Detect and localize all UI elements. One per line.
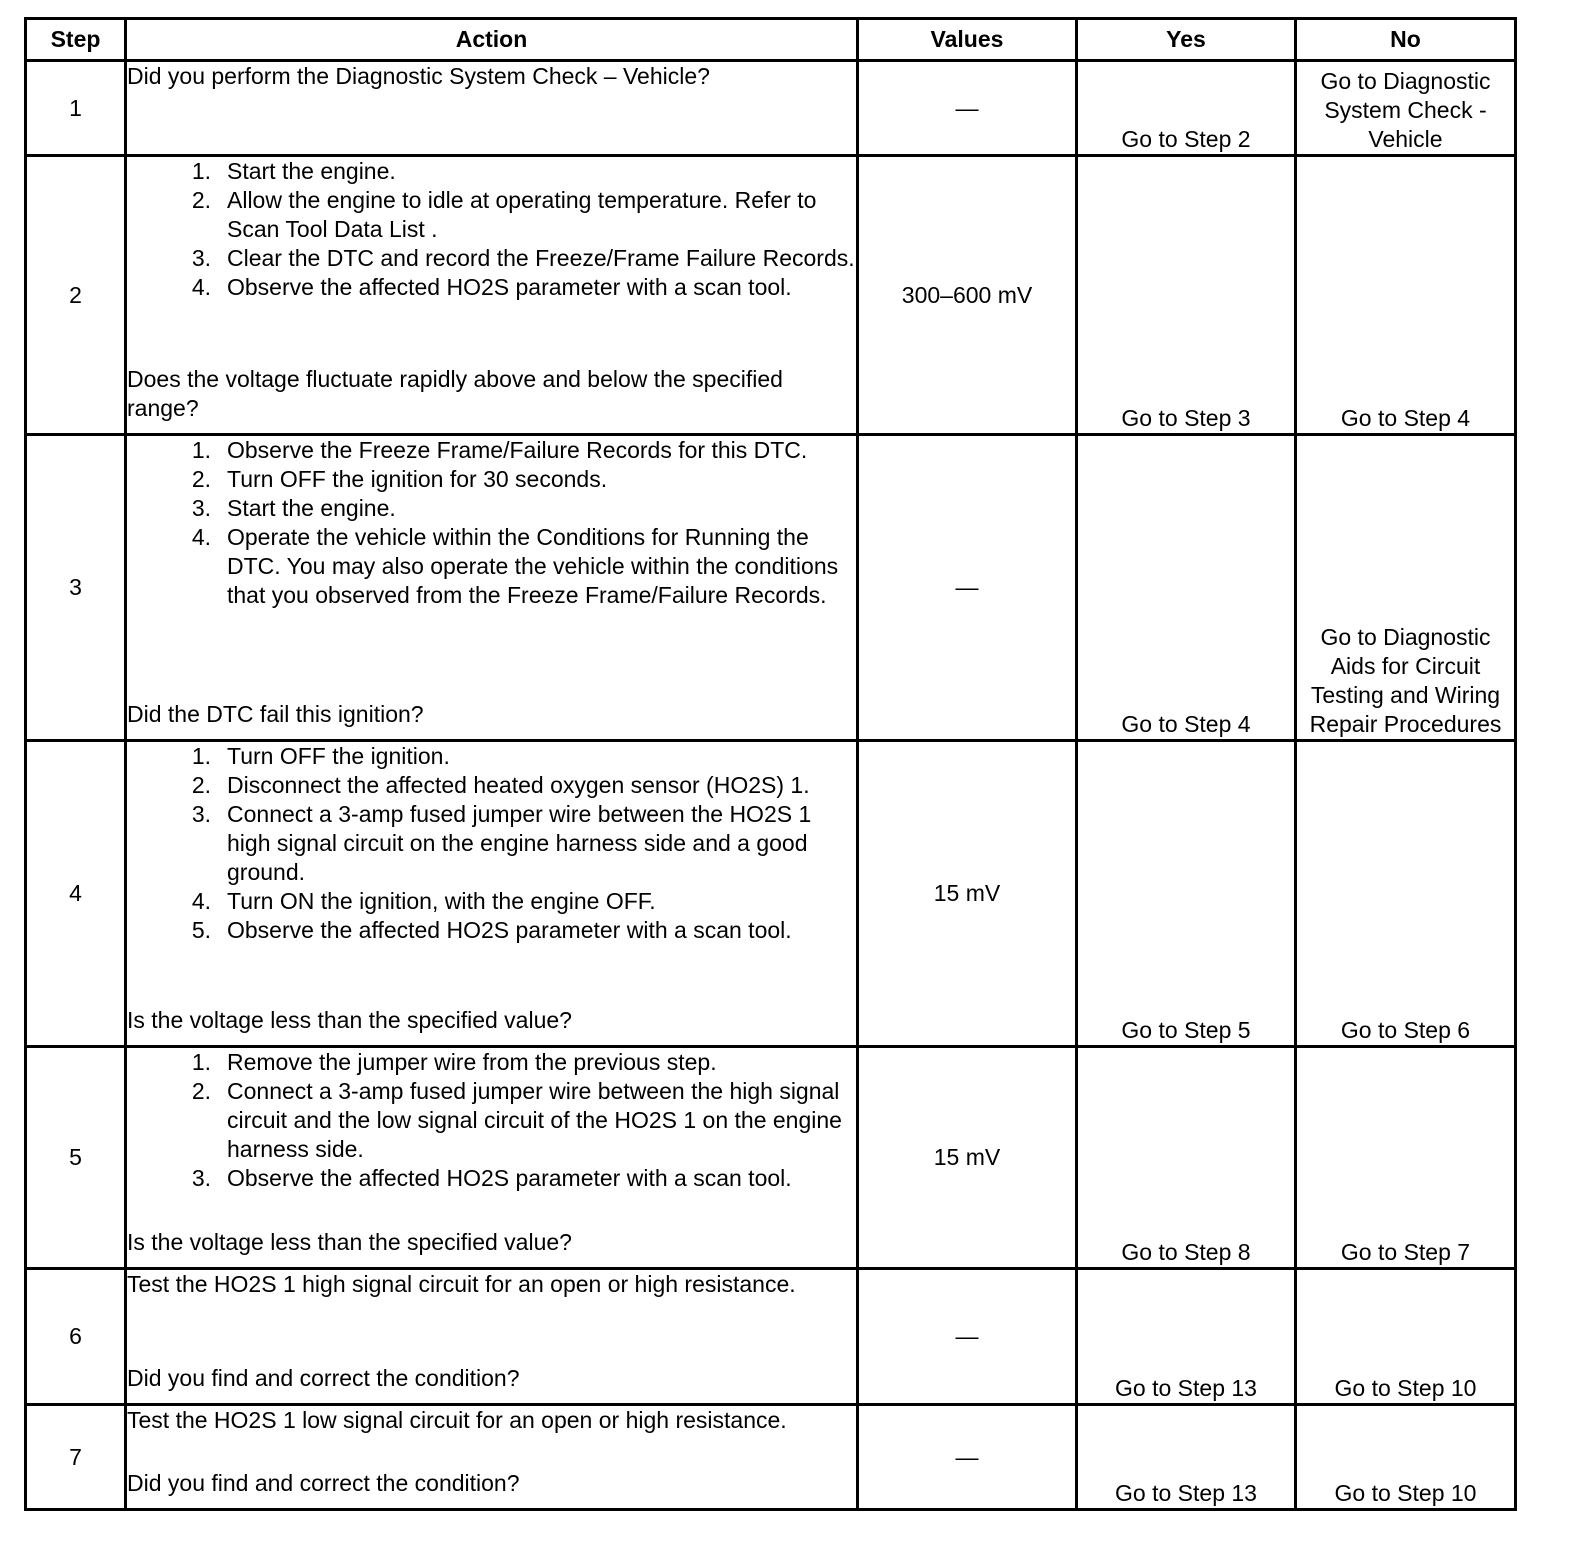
yes-cell: Go to Step 2 <box>1077 61 1296 156</box>
action-step-text: Turn ON the ignition, with the engine OFF. <box>227 888 656 914</box>
action-question: Did you find and correct the condition? <box>127 1470 520 1496</box>
step-number: 1 <box>26 61 126 156</box>
action-question: Did you find and correct the condition? <box>127 1365 520 1391</box>
action-step-item <box>127 916 856 945</box>
header-yes: Yes <box>1077 19 1296 61</box>
action-step-text: Turn OFF the ignition for 30 seconds. <box>227 466 608 492</box>
header-no: No <box>1296 19 1516 61</box>
action-step-item <box>127 1164 856 1193</box>
action-step-text: Disconnect the affected heated oxygen sensor (HO2S) 1. <box>227 772 810 798</box>
action-step-number: 3. <box>191 495 211 521</box>
no-cell: Go to Step 10 <box>1296 1405 1516 1510</box>
values-cell: — <box>858 1269 1077 1405</box>
action-step-item <box>127 1077 856 1164</box>
table-row <box>26 1047 1516 1269</box>
step-number: 4 <box>26 741 126 1047</box>
action-steps <box>127 436 856 610</box>
action-step-number: 2. <box>191 187 211 213</box>
action-step-number: 3. <box>191 245 211 271</box>
action-step-number: 1. <box>191 158 211 184</box>
action-question: Does the voltage fluctuate rapidly above and below the specified range? <box>127 366 783 421</box>
action-cell <box>126 1047 858 1269</box>
action-step-item <box>127 244 856 273</box>
table-row <box>26 1269 1516 1405</box>
table-row <box>26 435 1516 741</box>
action-step-item <box>127 1048 856 1077</box>
values-cell: — <box>858 1405 1077 1510</box>
action-step-item <box>127 742 856 771</box>
yes-cell: Go to Step 3 <box>1077 156 1296 435</box>
action-step-item <box>127 186 856 244</box>
action-step-text: Allow the engine to idle at operating temperature. Refer to Scan Tool Data List . <box>227 187 817 242</box>
action-step-text: Observe the affected HO2S parameter with a scan tool. <box>227 917 792 943</box>
yes-cell: Go to Step 5 <box>1077 741 1296 1047</box>
action-cell <box>126 741 858 1047</box>
diagnostic-table <box>24 17 1517 1511</box>
action-step-item <box>127 273 856 302</box>
values-cell: 15 mV <box>858 1047 1077 1269</box>
values-cell: 15 mV <box>858 741 1077 1047</box>
action-intro: Test the HO2S 1 low signal circuit for an open or high resistance. <box>127 1407 787 1433</box>
action-step-number: 2. <box>191 466 211 492</box>
table-row <box>26 741 1516 1047</box>
action-cell <box>126 156 858 435</box>
values-cell: — <box>858 435 1077 741</box>
action-step-text: Start the engine. <box>227 495 396 521</box>
action-step-item <box>127 157 856 186</box>
yes-cell: Go to Step 8 <box>1077 1047 1296 1269</box>
step-number: 5 <box>26 1047 126 1269</box>
action-step-text: Connect a 3-amp fused jumper wire between the HO2S 1 high signal circuit on the engine harness side and a good ground. <box>227 801 812 885</box>
action-step-number: 4. <box>191 888 211 914</box>
table-row <box>26 156 1516 435</box>
action-step-item <box>127 523 856 610</box>
values-cell: 300–600 mV <box>858 156 1077 435</box>
action-step-text: Start the engine. <box>227 158 396 184</box>
yes-cell: Go to Step 4 <box>1077 435 1296 741</box>
table-row <box>26 1405 1516 1510</box>
header-step: Step <box>26 19 126 61</box>
table-row <box>26 61 1516 156</box>
action-cell <box>126 435 858 741</box>
action-step-number: 2. <box>191 1078 211 1104</box>
no-cell: Go to Step 7 <box>1296 1047 1516 1269</box>
action-step-text: Turn OFF the ignition. <box>227 743 450 769</box>
no-cell: Go to Diagnostic Aids for Circuit Testing and Wiring Repair Procedures <box>1296 435 1516 741</box>
action-step-number: 5. <box>191 917 211 943</box>
action-steps <box>127 742 856 945</box>
action-step-item <box>127 494 856 523</box>
action-step-number: 2. <box>191 772 211 798</box>
step-number: 2 <box>26 156 126 435</box>
no-cell: Go to Diagnostic System Check - Vehicle <box>1296 61 1516 156</box>
action-intro: Did you perform the Diagnostic System Check – Vehicle? <box>127 63 710 89</box>
step-number: 3 <box>26 435 126 741</box>
action-step-number: 4. <box>191 524 211 550</box>
action-step-item <box>127 800 856 887</box>
no-cell: Go to Step 10 <box>1296 1269 1516 1405</box>
values-cell: — <box>858 61 1077 156</box>
action-step-item <box>127 887 856 916</box>
action-step-item <box>127 465 856 494</box>
action-step-text: Operate the vehicle within the Conditions for Running the DTC. You may also operate the vehicle within the conditions that you observed from the Freeze Frame/Failure Records. <box>227 524 839 608</box>
action-cell <box>126 61 858 156</box>
action-step-text: Observe the affected HO2S parameter with a scan tool. <box>227 1165 792 1191</box>
action-step-text: Connect a 3-amp fused jumper wire between the high signal circuit and the low signal circuit of the HO2S 1 on the engine harness side. <box>227 1078 842 1162</box>
no-cell: Go to Step 4 <box>1296 156 1516 435</box>
yes-cell: Go to Step 13 <box>1077 1269 1296 1405</box>
header-values: Values <box>858 19 1077 61</box>
action-step-number: 1. <box>191 437 211 463</box>
action-cell <box>126 1269 858 1405</box>
step-number: 7 <box>26 1405 126 1510</box>
action-steps <box>127 1048 856 1193</box>
action-question: Did the DTC fail this ignition? <box>127 701 424 727</box>
action-steps <box>127 157 856 302</box>
action-step-item <box>127 436 856 465</box>
action-step-item <box>127 771 856 800</box>
action-step-text: Clear the DTC and record the Freeze/Frame Failure Records. <box>227 245 855 271</box>
header-row <box>26 19 1516 61</box>
action-step-text: Remove the jumper wire from the previous step. <box>227 1049 717 1075</box>
action-step-number: 1. <box>191 743 211 769</box>
action-step-number: 3. <box>191 801 211 827</box>
action-intro: Test the HO2S 1 high signal circuit for an open or high resistance. <box>127 1271 796 1297</box>
action-step-number: 4. <box>191 274 211 300</box>
action-question: Is the voltage less than the specified value? <box>127 1229 572 1255</box>
header-action: Action <box>126 19 858 61</box>
action-step-text: Observe the Freeze Frame/Failure Records for this DTC. <box>227 437 808 463</box>
action-step-number: 1. <box>191 1049 211 1075</box>
action-step-number: 3. <box>191 1165 211 1191</box>
yes-cell: Go to Step 13 <box>1077 1405 1296 1510</box>
action-cell <box>126 1405 858 1510</box>
no-cell: Go to Step 6 <box>1296 741 1516 1047</box>
action-step-text: Observe the affected HO2S parameter with a scan tool. <box>227 274 792 300</box>
step-number: 6 <box>26 1269 126 1405</box>
action-question: Is the voltage less than the specified value? <box>127 1007 572 1033</box>
